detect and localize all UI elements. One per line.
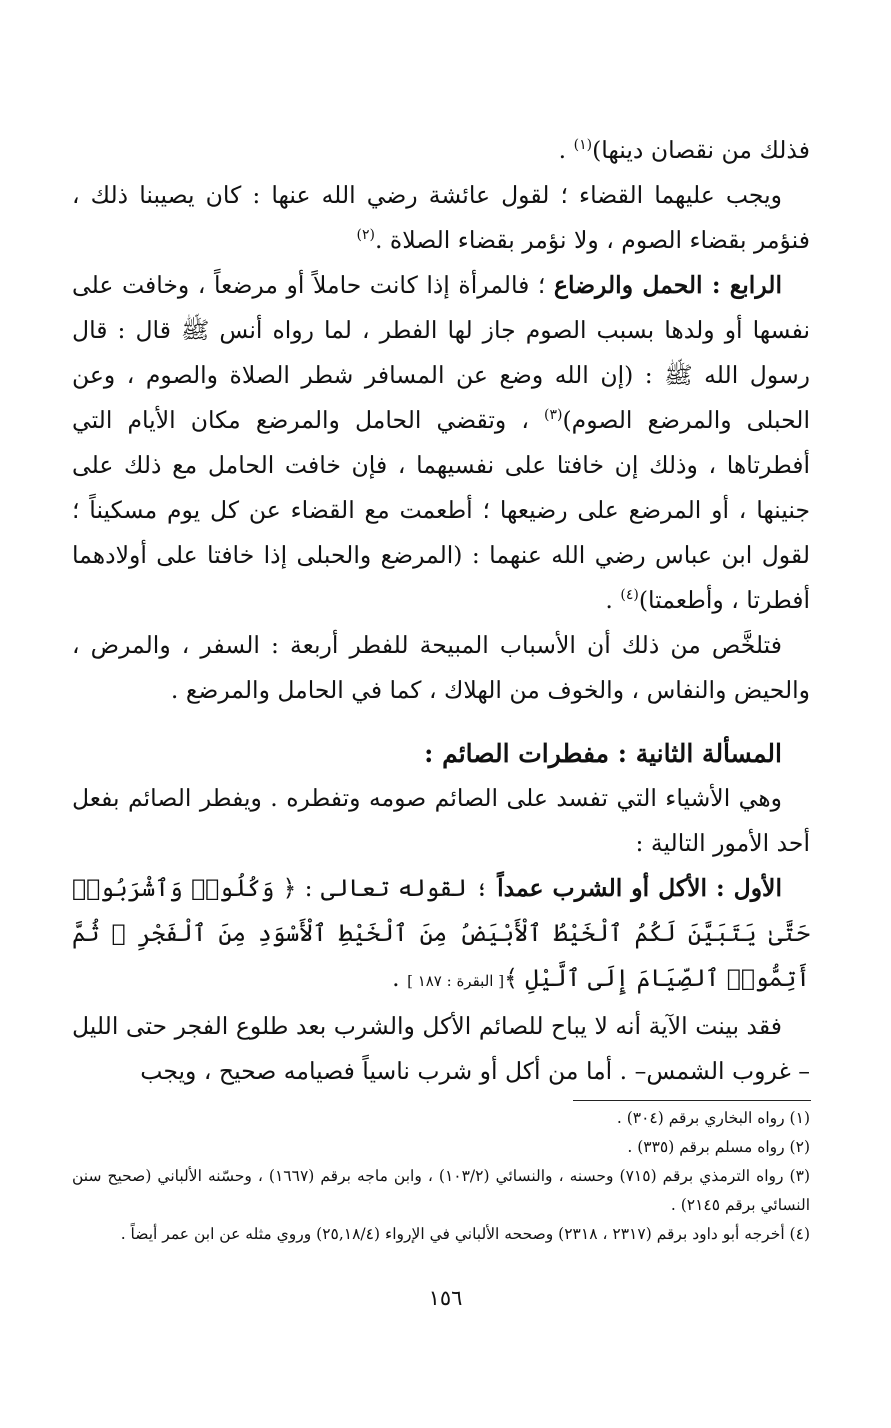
footnote-ref-3[interactable]: (٣) (544, 407, 563, 424)
paragraph-7 (72, 1004, 810, 1094)
paragraph-4 (72, 623, 810, 713)
footnote-ref-1[interactable]: (١) (573, 137, 593, 154)
paragraph-5-text: وهي الأشياء التي تفسد على الصائم صومه وتفطره . ويفطر الصائم بفعل أحد الأمور التالية : (72, 784, 810, 857)
verse-reference: [ البقرة : ١٨٧ ] (407, 972, 505, 990)
main-text (72, 128, 810, 1094)
paragraph-5 (72, 776, 810, 866)
footnote-1: (١) رواه البخاري برقم (٣٠٤) . (616, 1109, 810, 1127)
footnote-divider (573, 1100, 811, 1101)
footnote-4: (٤) أخرجه أبو داود برقم (٢٣١٧ ، ٢٣١٨) وصححه الألباني في الإرواء (٢٥,١٨/٤) وروي مثله عن ابن عمر أيضاً . (120, 1225, 810, 1243)
section-title: المسألة الثانية : مفطرات الصائم : (424, 739, 782, 768)
paragraph-6: الأول : الأكل أو الشرب عمداً ؛ لقوله تعالى : ﴿ وَكُلُوا۟ وَٱشْرَبُوا۟ حَتَّىٰ يَتَبَيَّنَ لَكُمُ ٱلْخَيْطُ ٱلْأَبْيَضُ مِنَ ٱلْخَيْطِ ٱلْأَسْوَدِ مِنَ ٱلْفَجْرِ ۖ ثُمَّ أَتِمُّوا۟ ٱلصِّيَامَ إِلَى ٱلَّيْلِ ﴾[ البقرة : ١٨٧ ] . (72, 874, 810, 992)
paragraph-2-text: ويجب عليهما القضاء ؛ لقول عائشة رضي الله عنها : كان يصيبنا ذلك ، فنؤمر بقضاء الصوم ، ولا نؤمر بقضاء الصلاة . (72, 181, 810, 254)
footnote-ref-4[interactable]: (٤) (620, 587, 639, 604)
page-number: ١٥٦ (428, 1286, 463, 1310)
paragraph-4-text: فتلخَّص من ذلك أن الأسباب المبيحة للفطر أربعة : السفر ، والمرض ، والحيض والنفاس ، والخوف من الهلاك ، كما في الحامل والمرضع . (72, 631, 810, 704)
paragraph-1-text: فذلك من نقصان دينها) (592, 136, 810, 164)
subheading-eating: الأول : الأكل أو الشرب عمداً (497, 874, 782, 902)
footnotes (72, 1104, 810, 1249)
subheading-nursing: الرابع : الحمل والرضاع (553, 271, 782, 299)
paragraph-1: فذلك من نقصان دينها)$^{(١)}$ . (558, 136, 810, 164)
paragraph-3: الرابع : الحمل والرضاع ؛ فالمرأة إذا كانت حاملاً أو مرضعاً ، وخافت على نفسها أو ولدها بسبب الصوم جاز لها الفطر ، لما رواه أنس ﷺ قال : قال رسول الله ﷺ : (إن الله وضع عن المسافر شطر الصلاة والصوم ، وعن الحبلى والمرضع الصوم)$^{(٣)}$ ، وتقضي الحامل والمرضع مكان الأيام التي أفطرتاها ، وذلك إن خافتا على نفسيهما ، فإن خافت الحامل مع ذلك على جنينها ، أو المرضع على رضيعها ؛ أطعمت مع القضاء عن كل يوم مسكيناً ؛ لقول ابن عباس رضي الله عنهما : (المرضع والحبلى إذا خافتا على أولادهما أفطرتا ، وأطعمتا)$^{(٤)}$ . (72, 271, 810, 614)
footnote-3: (٣) رواه الترمذي برقم (٧١٥) وحسنه ، والنسائي (١٠٣/٢) ، وابن ماجه برقم (١٦٦٧) ، وحسّنه الألباني (صحيح سنن النسائي برقم ٢١٤٥) . (72, 1167, 810, 1214)
footnote-ref-2[interactable]: (٢) (356, 227, 375, 244)
paragraph-2 (72, 173, 810, 263)
paragraph-7-text: فقد بينت الآية أنه لا يباح للصائم الأكل والشرب بعد طلوع الفجر حتى الليل – غروب الشمس– . أما من أكل أو شرب ناسياً فصيامه صحيح ، ويجب (72, 1012, 810, 1085)
quran-verse: ﴿ وَكُلُوا۟ وَٱشْرَبُوا۟ حَتَّىٰ يَتَبَيَّنَ لَكُمُ ٱلْخَيْطُ ٱلْأَبْيَضُ مِنَ ٱلْخَيْطِ ٱلْأَسْوَدِ مِنَ ٱلْفَجْرِ ۖ ثُمَّ أَتِمُّوا۟ ٱلصِّيَامَ إِلَى ٱلَّيْلِ ﴾ (72, 874, 810, 992)
footnote-2: (٢) رواه مسلم برقم (٣٣٥) . (627, 1138, 810, 1156)
